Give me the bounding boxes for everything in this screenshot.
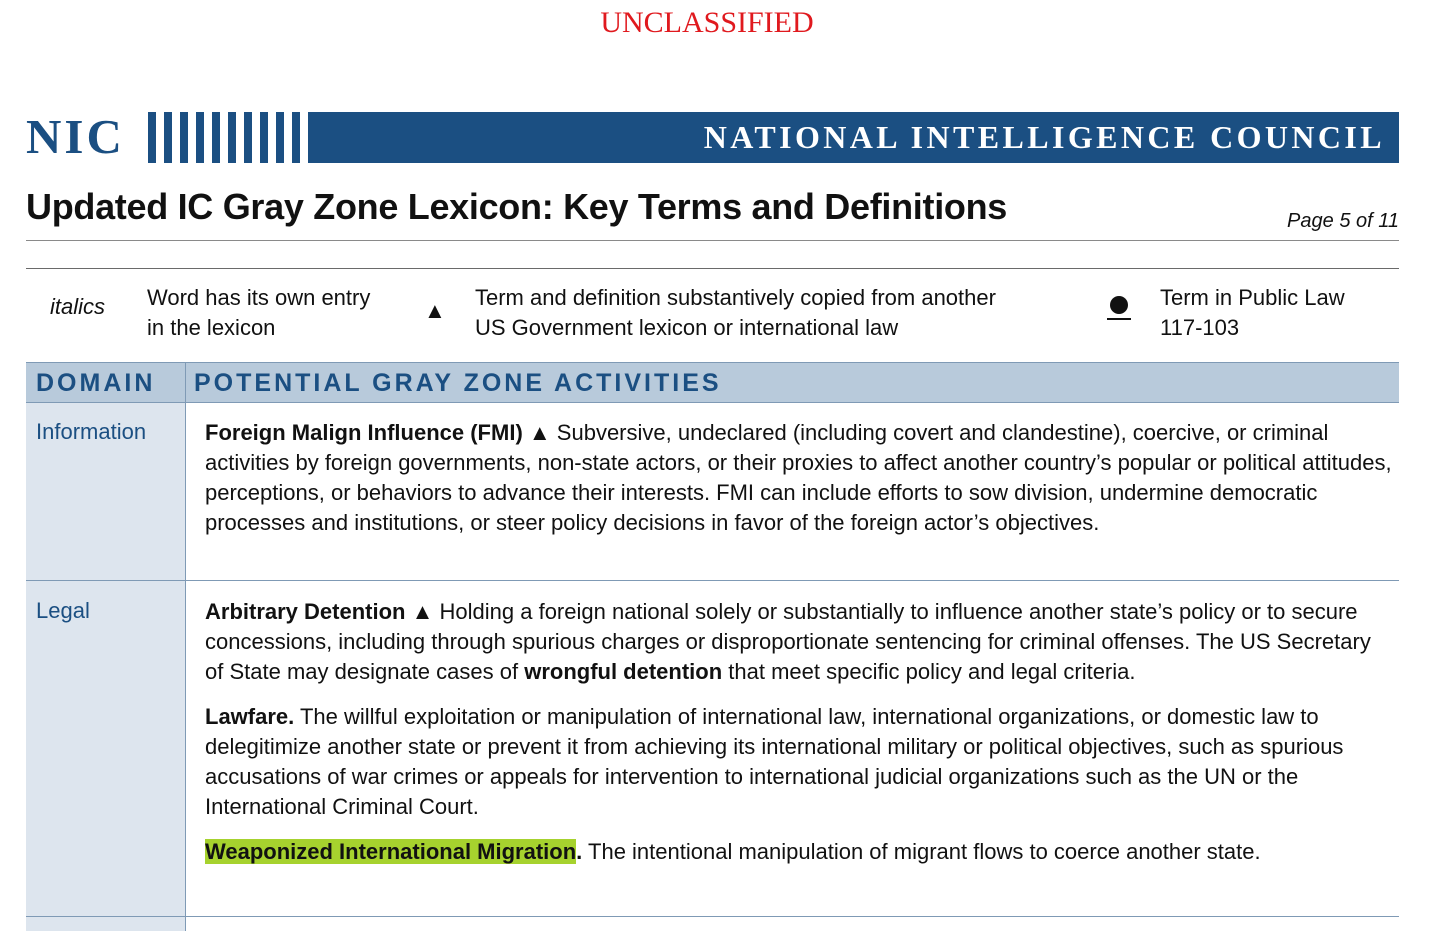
domain-column (26, 403, 185, 931)
definition: that meet specific policy and legal criteria. (728, 659, 1136, 684)
term: Foreign Malign Influence (FMI) (205, 420, 523, 445)
council-banner: NATIONAL INTELLIGENCE COUNCIL (308, 112, 1399, 163)
entry-arbitrary-detention (205, 597, 1395, 687)
definition: The willful exploitation or manipulation of international law, international organizations, or domestic law to delegitimize another state or prevent it from achieving its international military or political objectives, such as spurious accusations of war crimes or appeals for intervention to international judicial organizations such as the UN or the International Criminal Court. (205, 704, 1344, 819)
column-divider (185, 362, 186, 931)
legend-triangle-desc: Term and definition substantively copied from another US Government lexicon or international law (475, 285, 996, 340)
page-number: Page 5 of 11 (1287, 210, 1399, 232)
triangle-icon: ▲ (424, 298, 446, 323)
term: Lawfare. (205, 704, 295, 729)
term-suffix: . (576, 839, 583, 864)
domain-legal: Legal (36, 598, 90, 623)
nic-header (26, 109, 1399, 164)
page-title: Updated IC Gray Zone Lexicon: Key Terms and Definitions (26, 186, 1008, 227)
row-divider (26, 580, 1399, 581)
definition: Subversive, undeclared (including covert and clandestine), coercive, or criminal activities by foreign governments, non-state actors, or their proxies to affect another country’s popular or political attitudes, perceptions, or behaviors to advance their interests. FMI can include efforts to sow division, undermine democratic processes and institutions, or steer policy decisions in favor of the foreign actor’s objectives. (205, 420, 1392, 535)
definition: Holding a foreign national solely or substantially to influence another state’s policy or to secure concessions, including through spurious charges or disproportionate sentencing for criminal offenses. The US Secretary of State may designate cases of (205, 599, 1371, 684)
logo-bars-icon (148, 112, 308, 163)
row-divider (26, 916, 1399, 917)
highlighted-term: Weaponized International Migration (205, 839, 577, 864)
entry-weaponized-migration (205, 837, 1395, 867)
table-header (26, 362, 1399, 403)
public-law-underline-icon (1107, 318, 1131, 320)
entry-foreign-malign-influence (205, 418, 1395, 538)
legend-dot-desc: Term in Public Law 117-103 (1160, 285, 1345, 340)
column-header-activities: POTENTIAL GRAY ZONE ACTIVITIES (194, 369, 722, 397)
lexicon-table (26, 362, 1399, 931)
triangle-icon: ▲ (528, 420, 551, 445)
column-header-domain: DOMAIN (36, 369, 156, 397)
definition: The intentional manipulation of migrant flows to coerce another state. (588, 839, 1261, 864)
triangle-icon: ▲ (411, 599, 434, 624)
legend-italics-label: italics (50, 294, 106, 319)
classification-marking: UNCLASSIFIED (600, 6, 814, 39)
nic-logo: NIC (26, 109, 125, 164)
divider (26, 240, 1399, 241)
term-wrongful-detention: wrongful detention (524, 659, 723, 684)
legend-italics-desc: Word has its own entry in the lexicon (147, 285, 371, 340)
domain-information: Information (36, 419, 147, 444)
public-law-dot-icon (1110, 296, 1128, 314)
divider (26, 268, 1399, 269)
entry-lawfare (205, 702, 1395, 822)
term: Arbitrary Detention (205, 599, 406, 624)
